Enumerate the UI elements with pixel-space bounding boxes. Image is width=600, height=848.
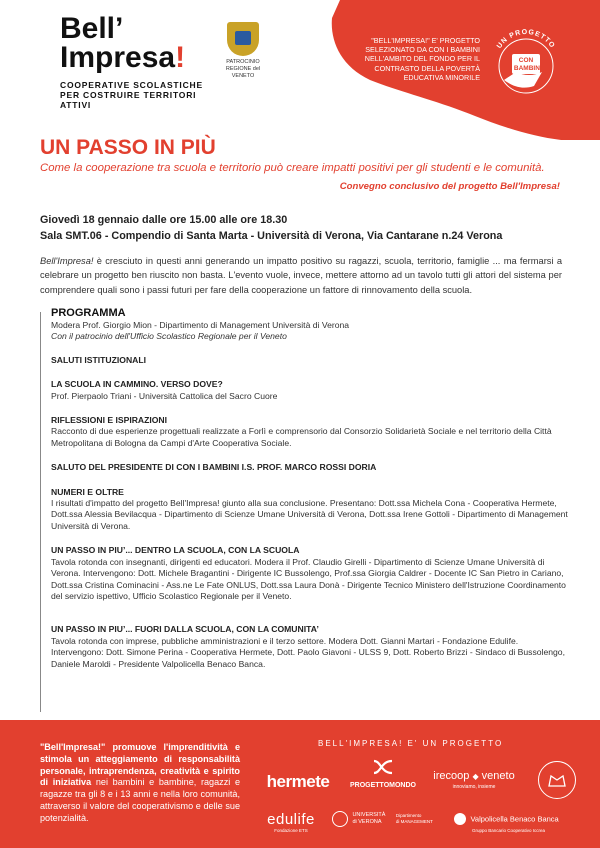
badge-line1: CON (518, 57, 534, 64)
session-title: RIFLESSIONI E ISPIRAZIONI (51, 415, 168, 426)
program-heading: PROGRAMMA (51, 307, 126, 319)
progettomondo-icon (371, 758, 395, 776)
session-text: Racconto di due esperienze progettuali realizzate a Forlì e comprensorio dal Consorzio Solidarietà Sociale e nel territorio della Città Metropolitana di Bologna da Campi d'Arte Cooperativa Sociale. (51, 426, 552, 448)
bird-icon (504, 72, 542, 88)
session-title: SALUTI ISTITUZIONALI (51, 354, 147, 365)
badge-top-text: UN PROGETTO (495, 28, 557, 50)
bank-logo: Valpolicella Benaco Banca Gruppo Bancario Cooperativo Iccrea (454, 810, 574, 833)
hermete-logo: hermete (266, 772, 330, 791)
logo-sub-line1: COOPERATIVE SCOLASTICHE (60, 80, 203, 90)
badge-line2: I BAMBINI (510, 65, 542, 72)
session-title: UN PASSO IN PIU’... DENTRO LA SCUOLA, CON LA SCUOLA (51, 545, 300, 556)
convegno-note: Convegno conclusivo del progetto Bell'Impresa! (339, 181, 560, 192)
irecoop-veneto-logo: irecoop ◆ veneto innoviamo, insieme (433, 770, 515, 790)
program-divider (40, 312, 41, 712)
intro-italic: Bell'Impresa! (40, 256, 94, 266)
session-title: UN PASSO IN PIU’... FUORI DALLA SCUOLA, CON LA COMUNITA’ (51, 624, 319, 635)
bellimpresa-logo (60, 14, 210, 110)
intro-rest: è cresciuto in questi anni generando un impatto positivo su ragazzi, scuola, territorio, famiglie ... ma fermarsi a celebrare un progetto ben riuscito non basta. L'evento vuole, invece, mettere attorno ad un tavolo tutti gli attori del sistema per comprendere quali sono i passi futuri per fare della cooperazione un fattore di rinnovamento della scuola. (40, 256, 562, 295)
footer (0, 720, 600, 848)
regione-veneto-crest (218, 22, 268, 80)
crest-icon (545, 770, 569, 790)
session-title: LA SCUOLA IN CAMMINO. VERSO DOVE? (51, 379, 223, 390)
session-title: SALUTO DEL PRESIDENTE DI CON I BAMBINI I.S. PROF. MARCO ROSSI DORIA (51, 462, 377, 473)
project-note-line: NELL'AMBITO DEL FONDO PER IL (364, 54, 480, 64)
crest-text-line2: REGIONE del VENETO (225, 66, 261, 79)
round-crest-logo (538, 761, 576, 799)
session-text: I risultati d'impatto del progetto Bell'Impresa! giunto alla sua conclusione. Presentano: Dott.ssa Michela Cona - Cooperativa Hermete, Dott.ssa Alessia Bevilacqua - Dipartimento di Scienze Umane Università di Verona, Dott.ssa Irene Gottoli - Dipartimento di Management Università di Verona. (51, 498, 568, 531)
event-date: Giovedì 18 gennaio dalle ore 15.00 alle ore 18.30 (40, 214, 288, 226)
project-note (352, 36, 480, 82)
con-i-bambini-badge (482, 20, 570, 108)
bank-icon (454, 813, 466, 825)
univr-logo: UNIVERSITÀ di VERONA Dipartimento di MANAGEMENT (332, 810, 452, 828)
logo-line2: Impresa (60, 41, 176, 74)
footer-mission-rest: nei bambini e bambine, ragazzi e ragazze tra gli 8 e i 13 anni e nella loro comunità, attraverso il valore del cooperativismo e delle sue potenzialità. (40, 777, 240, 823)
project-note-line: "BELL'IMPRESA!" E' PROGETTO (371, 36, 480, 45)
progettomondo-logo: PROGETTOMONDO (343, 758, 423, 789)
footer-mission-bold: "Bell'Impresa!" promuove l'imprenditività e stimola un atteggiamento di responsabilità personale, intraprendenza, creatività e spirito di iniziativa (40, 742, 240, 788)
logo-sub-line2: PER COSTRUIRE TERRITORI ATTIVI (60, 90, 197, 110)
intro-paragraph (40, 254, 562, 297)
program-moderator: Modera Prof. Giorgio Mion - Dipartimento di Management Università di Verona (51, 320, 350, 330)
lion-crest-icon (227, 22, 259, 56)
footer-mission (40, 742, 240, 825)
univr-seal-icon (332, 811, 348, 827)
program-section (51, 306, 571, 670)
session-text: Tavola rotonda con imprese, pubbliche amministrazioni e il terzo settore. Modera Dott. Gianni Martari - Fondazione Edulife. Intervengono: Dott. Simone Perina - Cooperativa Hermete, Dott. Paolo Giavoni - ULSS 9, Dott. Roberto Brizzi - Sindaco di Bussolengo, Daniele Maroldi - Presidente Valpolicella Benaco Banca. (51, 635, 565, 669)
logo-bang: ! (175, 41, 186, 74)
session-text: Prof. Pierpaolo Triani - Università Cattolica del Sacro Cuore (51, 390, 278, 401)
project-note-line: CONTRASTO DELLA POVERTÀ (374, 63, 480, 73)
session-text: Tavola rotonda con insegnanti, dirigenti ed educatori. Modera il Prof. Claudio Girelli - Dipartimento di Scienze Umane Università di Verona. Intervengono: Dott. Michele Bragantini - Dirigente IC Bussolengo, Prof.ssa Giorgia Caldrer - Docente IC San Pietro in Cariano, Dott.ssa Cristina Cominacini - Ass.ne Le Fate ONLUS, Dott.ssa Laura Donà - Dirigente Tecnico Ministero dell'Istruzione Coordinamento del servizio ispettivo, Ufficio Scolastico Regionale per il Veneto. (51, 556, 566, 601)
logo-line1: Bell’ (60, 12, 124, 45)
project-note-line: EDUCATIVA MINORILE (403, 72, 480, 82)
crest-text-line1: PATROCINIO (226, 59, 260, 65)
event-subtitle: Come la cooperazione tra scuola e territorio può creare impatti positivi per gli studenti e le comunità. (40, 162, 545, 174)
event-title: UN PASSO IN PIÙ (40, 136, 216, 159)
footer-heading: BELL'IMPRESA! E' UN PROGETTO (318, 739, 504, 748)
session-title: NUMERI E OLTRE (51, 486, 124, 497)
edulife-logo: edulife Fondazione ETS (267, 811, 315, 833)
event-location: Sala SMT.06 - Compendio di Santa Marta - Università di Verona, Via Cantarane n.24 Verona (40, 230, 503, 242)
project-note-line: SELEZIONATO DA CON I BAMBINI (365, 45, 480, 55)
program-patronage: Con il patrocinio dell'Ufficio Scolastico Regionale per il Veneto (51, 331, 287, 342)
